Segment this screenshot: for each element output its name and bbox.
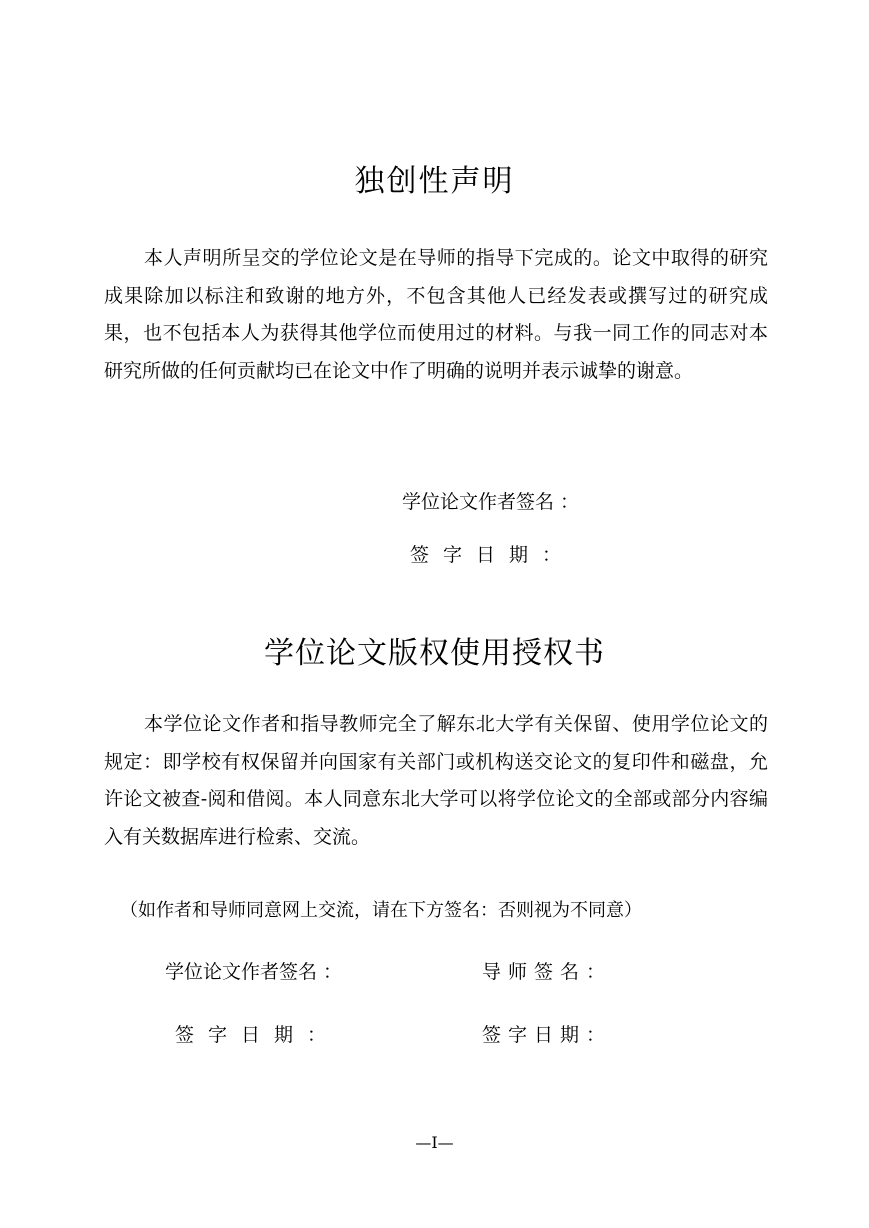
copyright-advisor-date-label: 签字日期：	[482, 1024, 613, 1046]
copyright-author-signature-label: 学位论文作者签名 ：	[165, 961, 343, 983]
copyright-advisor-signature-label: 导师签名：	[482, 961, 613, 983]
originality-statement-body: 本人声明所呈交的学位论文是在导师的指导下完成的。论文中取得的研究成果除加以标注和致谢的地方外，不包含其他人已经发表或撰写过的研究成果，也不包括本人为获得其他学位而使用过的材料。与我一同工作的同志对本研究所做的任何贡献均已在论文中作了明确的说明并表示诚挚的谢意。	[104, 247, 768, 382]
copyright-authorization-title: 学位论文版权使用授权书	[264, 636, 605, 671]
page-number: —I—	[415, 1133, 454, 1152]
originality-date-label: 签字日期：	[410, 544, 576, 566]
online-exchange-note: （如作者和导师同意网上交流，请在下方签名：否则视为不同意）	[120, 900, 642, 921]
originality-statement-title: 独创性声明	[354, 164, 515, 199]
originality-author-signature-label: 学位论文作者签名 ：	[402, 491, 580, 513]
copyright-authorization-body: 本学位论文作者和指导教师完全了解东北大学有关保留、使用学位论文的规定：即学校有权保留并向国家有关部门或机构送交论文的复印件和磁盘，允许论文被查-阅和借阅。本人同意东北大学可以将学位论文的全部或部分内容编入有关数据库进行检索、交流。	[104, 713, 768, 848]
copyright-author-date-label: 签字日期：	[175, 1024, 341, 1046]
